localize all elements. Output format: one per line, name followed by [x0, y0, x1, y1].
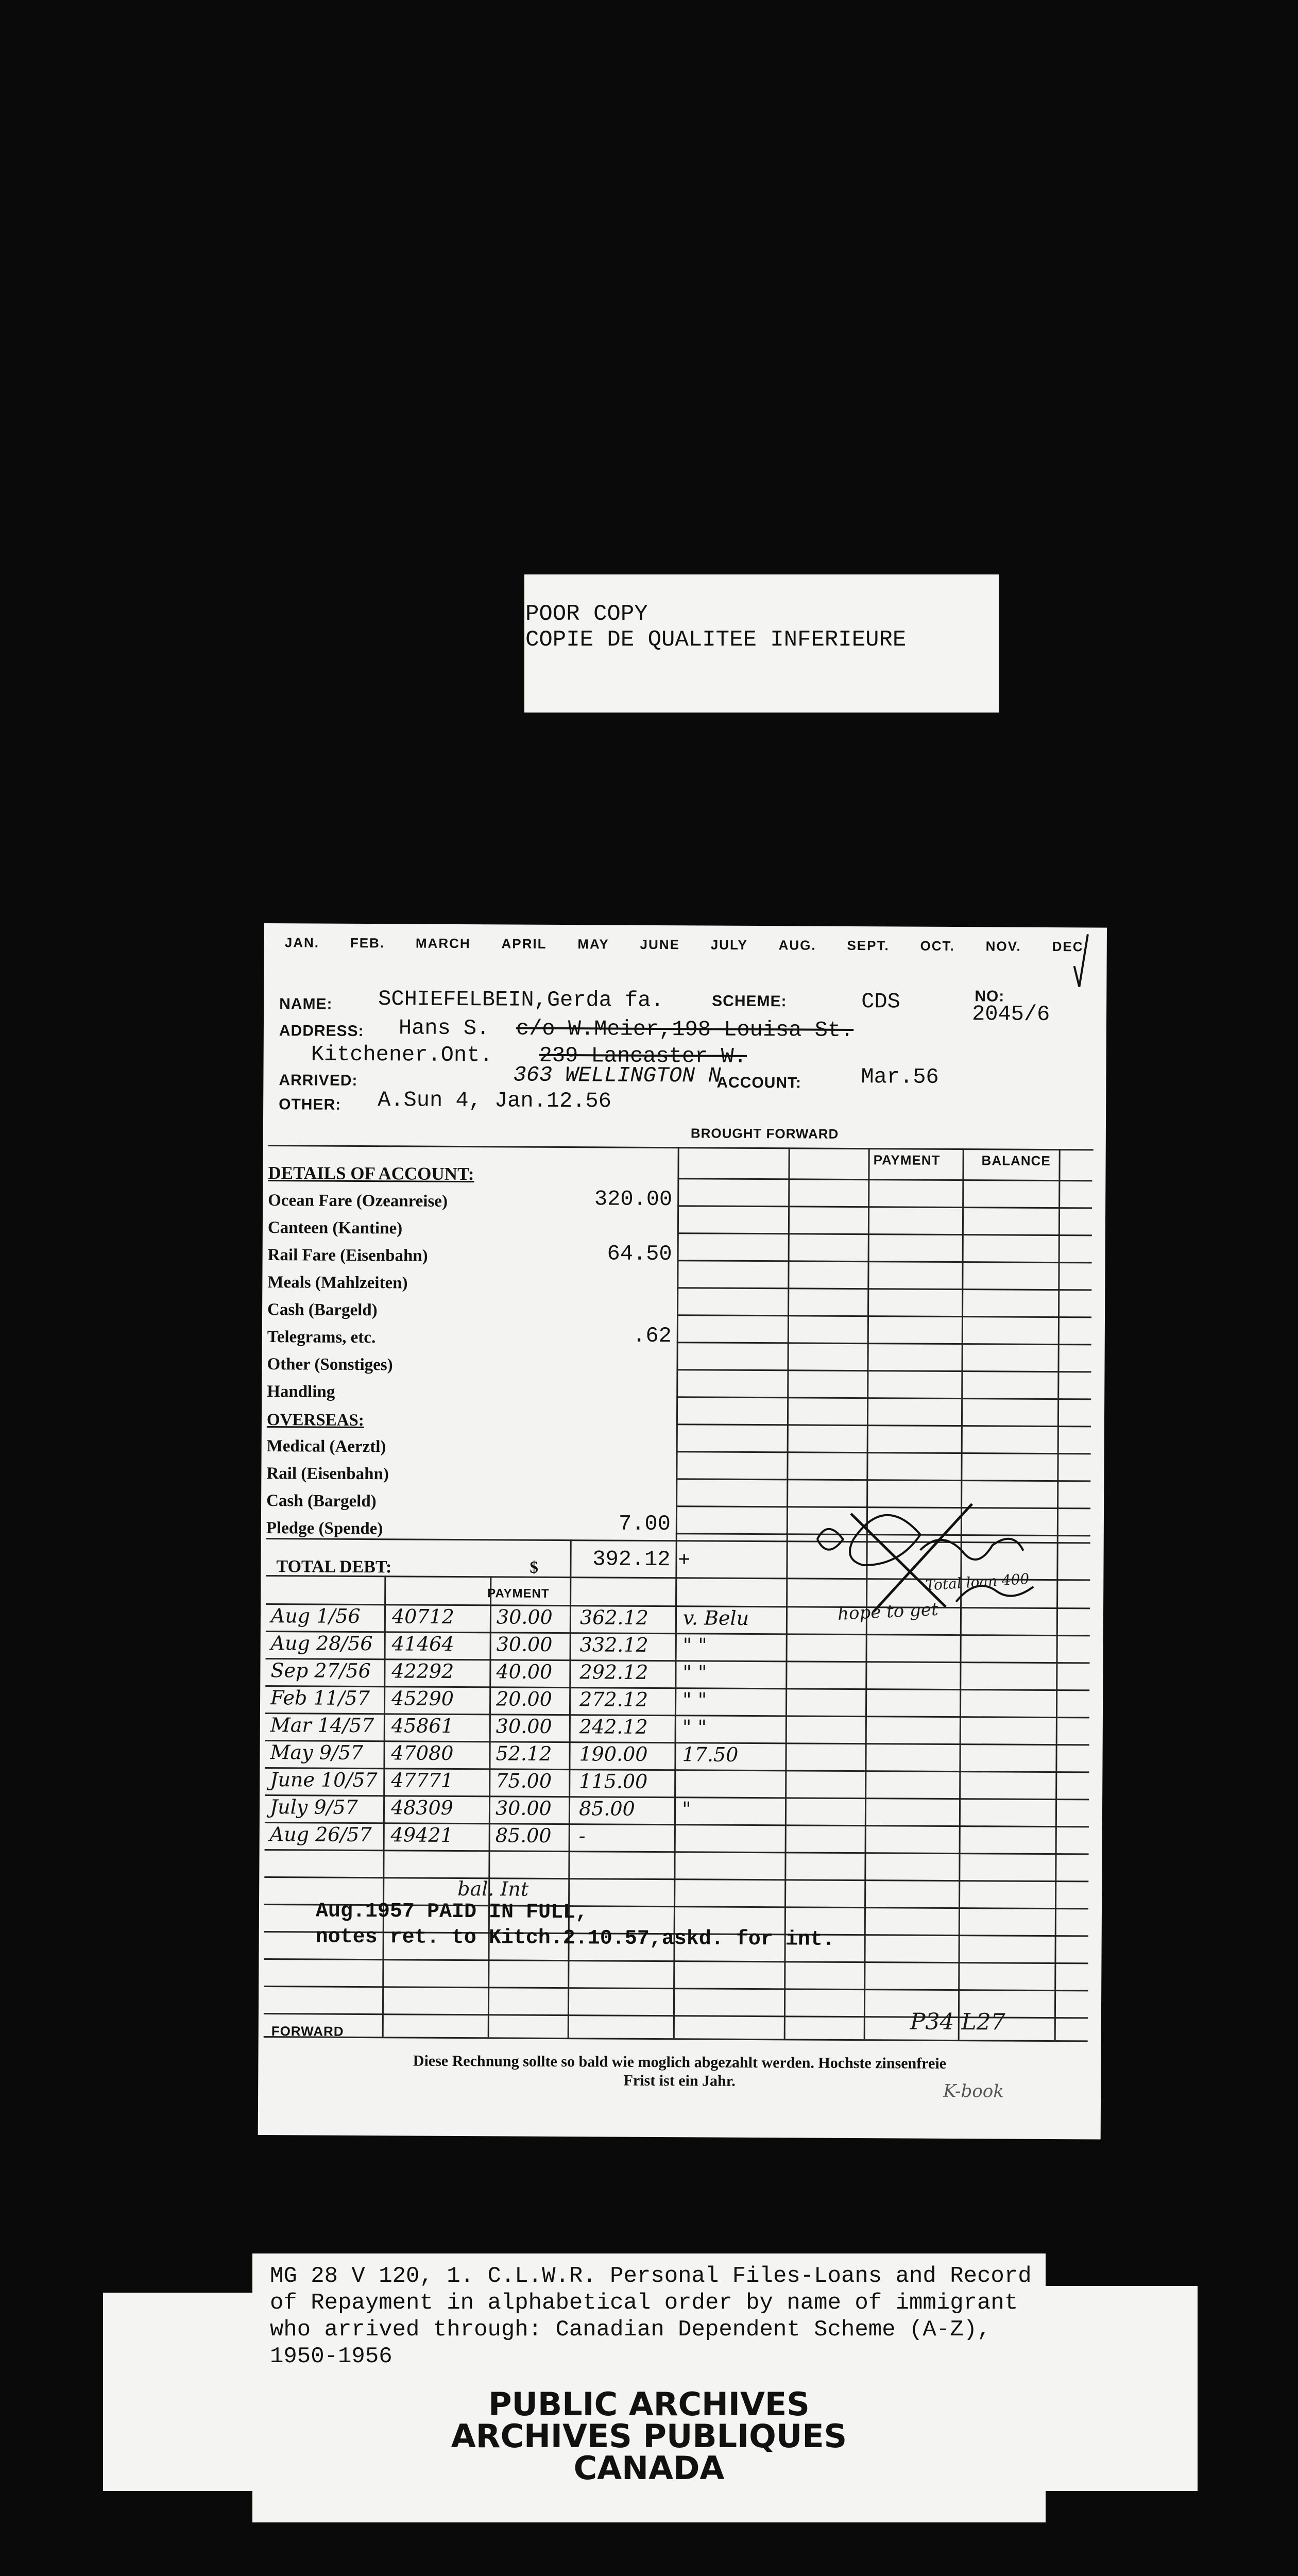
- archives-french: ARCHIVES PUBLIQUES: [451, 2417, 847, 2455]
- grid-rule: [568, 1577, 572, 2038]
- month-label: OCT.: [920, 938, 955, 954]
- grid-rule: [677, 1178, 1092, 1181]
- payment-amount: 20.00: [496, 1687, 553, 1710]
- file-number-label: NO:: [975, 988, 1005, 1005]
- grid-rule: [677, 1342, 1091, 1345]
- payment-receipt-number: 47080: [391, 1741, 454, 1765]
- grid-rule: [266, 1631, 1090, 1636]
- grid-rule: [677, 1232, 1092, 1236]
- payment-balance: 115.00: [579, 1770, 648, 1793]
- account-item-label: Handling: [267, 1382, 335, 1401]
- grid-rule: [268, 1145, 1094, 1150]
- grid-rule: [265, 1822, 1089, 1827]
- month-label: DEC.: [1052, 939, 1088, 955]
- payment-amount: 85.00: [495, 1824, 552, 1847]
- payment-balance: 242.12: [579, 1715, 648, 1738]
- address-line-1-struck: c/o W.Meier,198 Louisa St.: [516, 1016, 854, 1043]
- payment-receipt-number: 45861: [391, 1714, 454, 1737]
- payment-receipt-number: 45290: [391, 1687, 454, 1710]
- payment-receipt-number: 47771: [391, 1769, 454, 1792]
- name-value: SCHIEFELBEIN,Gerda fa.: [378, 987, 664, 1013]
- notes-returned-note: notes ret. to Kitch.2.10.57,askd. for int.: [315, 1925, 835, 1952]
- total-debt-value: 392.12: [592, 1547, 671, 1572]
- archives-stamp: [252, 2385, 1046, 2487]
- payment-note: " ": [682, 1634, 707, 1657]
- address-line-1: Hans S.: [398, 1015, 490, 1041]
- footer-line-1: Diese Rechnung sollte so bald wie moglich abgezahlt werden. Hochste zinsenfreie: [413, 2052, 947, 2072]
- account-item-label: Rail Fare (Eisenbahn): [267, 1246, 428, 1265]
- payment-amount: 40.00: [496, 1660, 553, 1683]
- grid-rule: [677, 1314, 1091, 1318]
- payment-date: Aug 26/57: [269, 1823, 372, 1846]
- payment-receipt-number: 49421: [390, 1823, 453, 1846]
- payment-amount: 30.00: [496, 1715, 552, 1738]
- poor-copy-label: [524, 574, 999, 713]
- caption-backing-right: [1043, 2286, 1198, 2491]
- side-note-hope: hope to get: [837, 1599, 939, 1624]
- total-plus-mark: +: [678, 1548, 691, 1571]
- payment-amount: 52.12: [496, 1742, 552, 1765]
- grid-rule: [265, 1685, 1089, 1691]
- month-label: APRIL: [501, 936, 547, 952]
- overseas-item-label: Pledge (Spende): [266, 1519, 383, 1538]
- archives-english: PUBLIC ARCHIVES: [488, 2385, 810, 2423]
- payment-receipt-number: 42292: [391, 1659, 454, 1683]
- payment-note: " ": [682, 1716, 707, 1739]
- grid-lines: [264, 923, 1107, 928]
- account-item-label: Cash (Bargeld): [267, 1300, 378, 1320]
- payment-note: ": [681, 1798, 691, 1821]
- poor-copy-line-1: POOR COPY: [525, 601, 648, 627]
- month-label: JULY: [710, 937, 748, 953]
- account-item-label: Meals (Mahlzeiten): [267, 1273, 408, 1293]
- payment-balance: 190.00: [579, 1742, 648, 1766]
- payment-note: " ": [682, 1688, 707, 1711]
- address-line-2: Kitchener.Ont.: [311, 1042, 493, 1068]
- grid-rule: [676, 1369, 1091, 1372]
- account-value: Mar.56: [861, 1064, 939, 1090]
- payment-balance: 85.00: [578, 1797, 635, 1820]
- poor-copy-line-2: COPIE DE QUALITEE INFERIEURE: [525, 627, 907, 653]
- payment-amount: 30.00: [496, 1605, 553, 1629]
- scheme-value: CDS: [861, 989, 900, 1014]
- other-label: OTHER:: [279, 1096, 341, 1113]
- overseas-item-amount: [571, 1456, 671, 1457]
- overseas-heading: OVERSEAS:: [266, 1411, 364, 1430]
- arrived-value: 363 WELLINGTON N: [513, 1062, 721, 1089]
- payment-header: PAYMENT: [873, 1152, 941, 1168]
- footer-line-2: Frist ist ein Jahr.: [623, 2072, 736, 2090]
- month-label: NOV.: [985, 938, 1021, 954]
- file-number-value: 2045/6: [971, 1002, 1050, 1027]
- grid-rule: [677, 1260, 1092, 1263]
- account-label: ACCOUNT:: [716, 1074, 802, 1092]
- overseas-item-amount: [571, 1429, 671, 1430]
- arrived-label: ARRIVED:: [279, 1072, 358, 1089]
- payment-receipt-number: 40712: [391, 1605, 454, 1628]
- payment-note: v. Belu: [682, 1606, 749, 1630]
- payment-date: Mar 14/57: [270, 1714, 374, 1737]
- payment-balance: 292.12: [579, 1660, 648, 1684]
- payment-amount: 30.00: [496, 1633, 553, 1656]
- account-item-label: Other (Sonstiges): [267, 1355, 393, 1375]
- address-label: ADDRESS:: [279, 1022, 364, 1040]
- grid-rule: [265, 1713, 1089, 1718]
- payment-note: 17.50: [682, 1743, 739, 1766]
- ledger-card: [258, 923, 1107, 2140]
- handwritten-bal-int: bal. Int: [457, 1877, 529, 1901]
- check-mark-icon: [1070, 930, 1091, 992]
- overseas-item-amount: 7.00: [618, 1511, 671, 1537]
- account-item-label: Canteen (Kantine): [267, 1218, 403, 1238]
- payment-date: Aug 1/56: [270, 1604, 361, 1628]
- forward-label: FORWARD: [271, 2023, 344, 2039]
- grid-rule: [265, 1767, 1089, 1773]
- grid-rule: [676, 1423, 1091, 1427]
- account-item-amount: [571, 1268, 672, 1269]
- grid-rule: [265, 1794, 1089, 1800]
- grid-rule: [264, 1876, 1088, 1882]
- payment-amount: 30.00: [495, 1797, 552, 1820]
- grid-rule: [676, 1451, 1091, 1454]
- grid-rule: [264, 2036, 1088, 2042]
- month-header-row: [285, 935, 1088, 955]
- payment-date: Sep 27/56: [270, 1659, 371, 1683]
- grid-rule: [264, 1958, 1088, 1964]
- month-label: JUNE: [640, 936, 680, 953]
- other-value: A.Sun 4, Jan.12.56: [378, 1088, 612, 1114]
- details-heading: DETAILS OF ACCOUNT:: [268, 1163, 474, 1184]
- overseas-item-label: Medical (Aerztl): [266, 1437, 386, 1456]
- account-item-amount: 320.00: [594, 1187, 673, 1212]
- payment-amount: 75.00: [496, 1769, 552, 1792]
- archives-country: CANADA: [573, 2449, 725, 2487]
- account-item-amount: [571, 1350, 672, 1351]
- grid-rule: [266, 1658, 1090, 1664]
- grid-rule: [784, 1147, 790, 2039]
- paid-in-full-note: Aug.1957 PAID IN FULL,: [315, 1900, 588, 1925]
- payment-receipt-number: 48309: [390, 1796, 454, 1819]
- side-note-total-loan: Total loan 400: [925, 1570, 1030, 1594]
- account-item-amount: 64.50: [607, 1241, 672, 1267]
- grid-rule: [382, 1575, 386, 2037]
- month-label: FEB.: [350, 935, 385, 951]
- payment-column-header: PAYMENT: [487, 1586, 550, 1601]
- grid-rule: [677, 1205, 1092, 1209]
- archive-caption: [252, 2253, 1046, 2522]
- payment-date: Feb 11/57: [270, 1686, 370, 1710]
- payment-receipt-number: 41464: [391, 1632, 454, 1655]
- month-label: AUG.: [778, 937, 816, 953]
- payment-note: " ": [682, 1661, 707, 1684]
- month-label: SEPT.: [847, 937, 890, 954]
- overseas-item-label: Rail (Eisenbahn): [266, 1464, 389, 1484]
- caption-backing-left: [103, 2293, 258, 2491]
- account-item-label: Telegrams, etc.: [267, 1328, 376, 1347]
- grid-rule: [676, 1396, 1091, 1400]
- scheme-label: SCHEME:: [712, 992, 787, 1010]
- grid-rule: [265, 1740, 1089, 1745]
- caption-description: MG 28 V 120, 1. C.L.W.R. Personal Files-Loans and Record of Repayment in alphabetical order by name of immigrant who arrived through: Canadian Dependent Scheme (A-Z), 1950-1956: [270, 2263, 1032, 2369]
- month-label: JAN.: [284, 935, 320, 951]
- month-label: MAY: [577, 936, 609, 952]
- grid-rule: [265, 1849, 1089, 1855]
- grid-rule: [264, 1986, 1088, 1991]
- payment-date: May 9/57: [270, 1741, 364, 1765]
- payment-balance: 362.12: [579, 1606, 649, 1629]
- dollar-sign: $: [530, 1558, 539, 1577]
- payment-date: June 10/57: [270, 1768, 378, 1792]
- payment-balance: 272.12: [579, 1688, 648, 1711]
- account-item-amount: .62: [633, 1323, 672, 1349]
- address-line-2-struck: 239 Lancaster W.: [539, 1043, 747, 1069]
- grid-rule: [488, 1576, 492, 2037]
- grid-rule: [673, 1577, 677, 2038]
- brought-forward-label: BROUGHT FORWARD: [690, 1125, 839, 1142]
- account-item-label: Ocean Fare (Ozeanreise): [268, 1191, 448, 1211]
- payment-date: July 9/57: [269, 1795, 358, 1819]
- grid-rule: [677, 1287, 1091, 1291]
- forward-page-note: P34 L27: [910, 2008, 1005, 2036]
- grid-rule: [676, 1478, 1090, 1482]
- payment-balance: -: [578, 1824, 586, 1848]
- k-book-note: K-book: [943, 2080, 1004, 2102]
- payment-date: Aug 28/56: [270, 1632, 373, 1655]
- month-label: MARCH: [415, 935, 471, 952]
- balance-header: BALANCE: [981, 1153, 1051, 1168]
- total-debt-label: TOTAL DEBT:: [276, 1557, 392, 1577]
- overseas-item-label: Cash (Bargeld): [266, 1492, 377, 1511]
- name-label: NAME:: [279, 995, 333, 1013]
- payment-balance: 332.12: [579, 1633, 648, 1656]
